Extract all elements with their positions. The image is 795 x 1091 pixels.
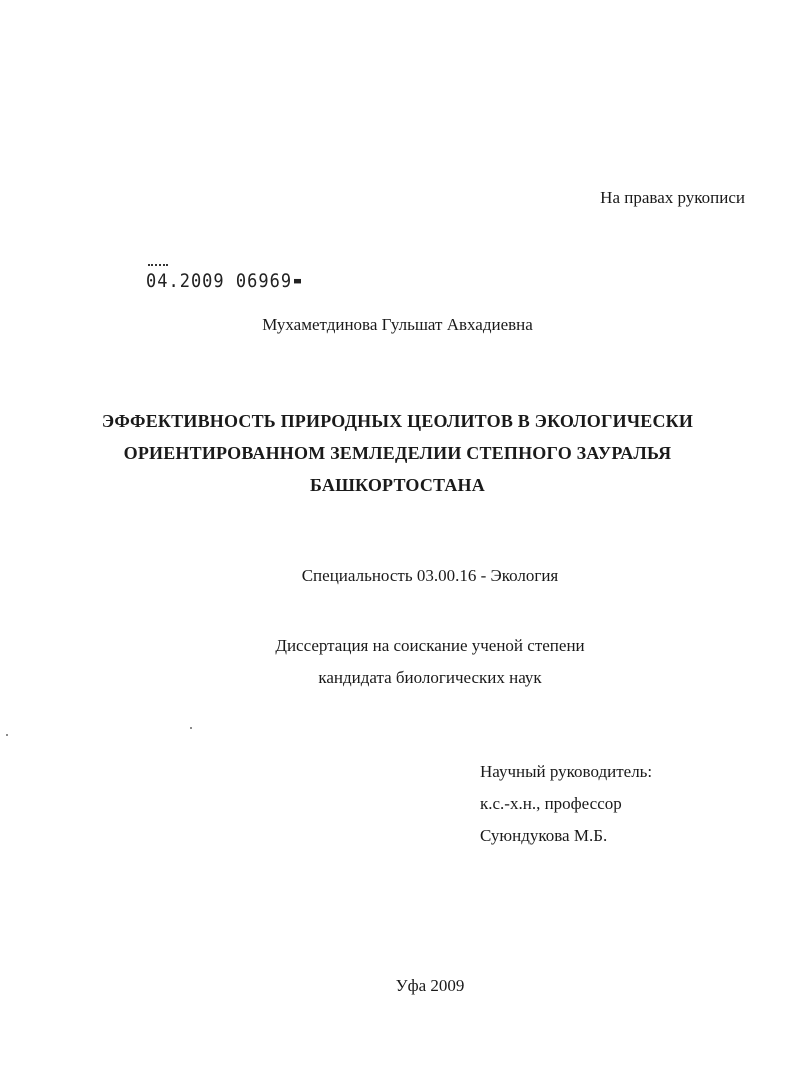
title-line-2: ОРИЕНТИРОВАННОМ ЗЕМЛЕДЕЛИИ СТЕПНОГО ЗАУРАЛЬЯ: [123, 443, 672, 463]
title-line-1: ЭФФЕКТИВНОСТЬ ПРИРОДНЫХ ЦЕОЛИТОВ В ЭКОЛОГИЧЕСКИ: [101, 411, 694, 431]
author-name: Мухаметдинова Гульшат Авхадиевна: [262, 315, 533, 334]
degree-line-1: Диссертация на соискание ученой степени: [275, 636, 585, 655]
supervisor-name: Суюндукова М.Б.: [480, 826, 608, 845]
title-line-3: БАШКОРТОСТАНА: [310, 475, 485, 495]
supervisor-label: Научный руководитель:: [480, 762, 653, 781]
supervisor-credentials: к.с.-х.н., профессор: [480, 794, 622, 813]
stamp-mark-icon: [294, 279, 301, 283]
dissertation-title: [60, 405, 735, 501]
degree-line-2: кандидата биологических наук: [318, 668, 542, 687]
degree-statement: [0, 630, 795, 694]
scan-speck: [190, 727, 192, 729]
supervisor-block: [480, 756, 652, 852]
catalog-number-text: 04.2009 06969: [146, 270, 293, 293]
catalog-stamp-ticks: [148, 264, 168, 268]
manuscript-rights-note: На правах рукописи: [600, 188, 745, 207]
city-year: Уфа 2009: [395, 976, 465, 995]
catalog-number-stamp: [146, 270, 301, 292]
scan-speck: [6, 734, 8, 736]
specialty-line: Специальность 03.00.16 - Экология: [301, 566, 559, 585]
